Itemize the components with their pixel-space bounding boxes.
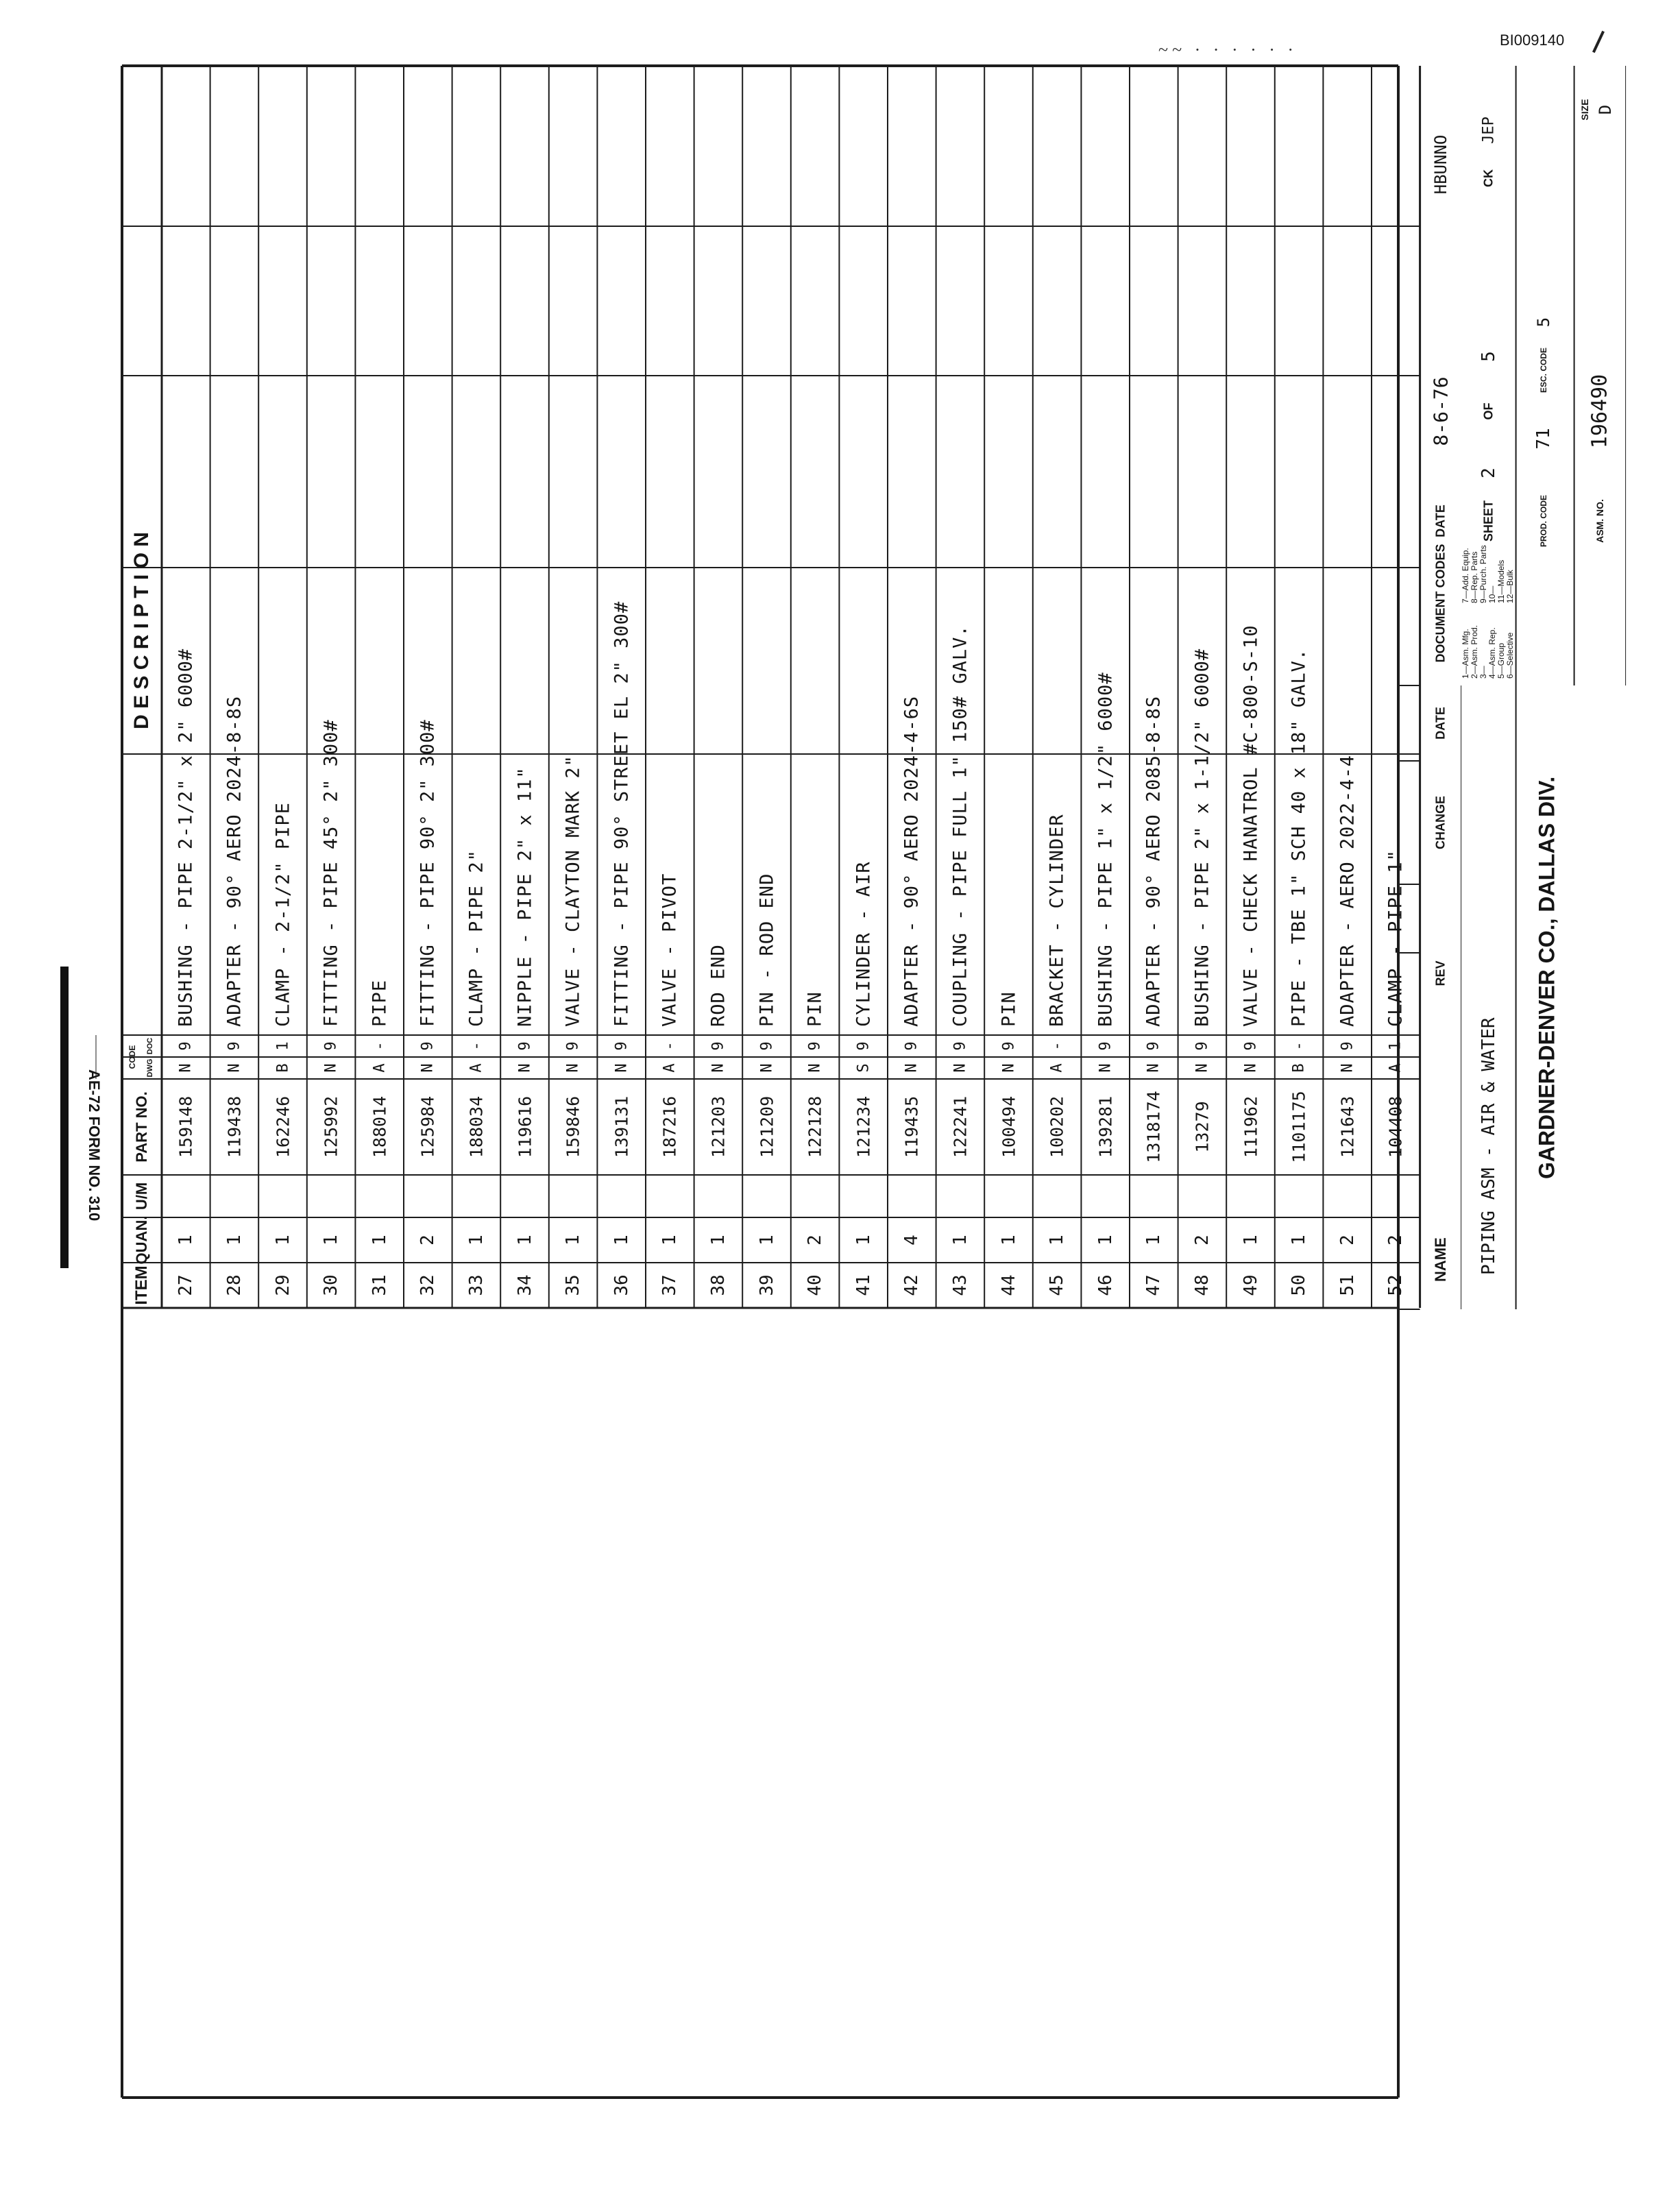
header-doc: DOC (146, 1037, 154, 1055)
row-description: FITTING - PIPE 45° 2" 300# (320, 719, 342, 1027)
doc-code-entry: 9—Purch. Parts (1478, 545, 1488, 603)
row-item: 44 (998, 1274, 1019, 1296)
row-item: 48 (1191, 1274, 1213, 1296)
row-quan: 1 (756, 1235, 777, 1246)
row-doc-code: 9 (758, 1041, 775, 1051)
row-doc-code: 9 (806, 1041, 824, 1051)
row-item: 33 (465, 1274, 487, 1296)
row-description: ADAPTER - 90° AERO 2024-4-6S (901, 695, 923, 1027)
row-part-no: 121203 (708, 1095, 729, 1158)
rev-label: REV (1433, 960, 1448, 986)
row-doc-code: 9 (226, 1041, 243, 1051)
row-doc-code: - (661, 1041, 679, 1051)
row-description: BUSHING - PIPE 2-1/2" x 2" 6000# (175, 648, 197, 1027)
header-um: U/M (133, 1182, 150, 1211)
row-dwg-code: N (1339, 1063, 1356, 1073)
row-item: 41 (853, 1274, 874, 1296)
row-doc-code: 9 (1145, 1041, 1162, 1051)
row-quan: 2 (1337, 1235, 1358, 1246)
row-dwg-code: N (564, 1063, 582, 1073)
row-description: BUSHING - PIPE 2" x 1-1/2" 6000# (1191, 648, 1213, 1027)
doc-code-entry: 10— (1487, 585, 1497, 603)
row-quan: 1 (659, 1235, 681, 1246)
sheet-value: 2 (1478, 467, 1499, 478)
row-quan: 2 (1385, 1235, 1407, 1246)
row-description: CYLINDER - AIR (853, 861, 875, 1027)
doc-code-entry: 3— (1478, 666, 1488, 679)
row-part-no: 122241 (950, 1095, 971, 1158)
doc-code-entry: 12—Bulk (1505, 570, 1515, 603)
header-quan: QUAN. (133, 1215, 150, 1265)
row-description: ROD END (707, 944, 729, 1027)
row-doc-code: - (371, 1041, 389, 1051)
row-item: 46 (1095, 1274, 1116, 1296)
size-label: SIZE (1579, 99, 1590, 121)
row-item: 39 (756, 1274, 777, 1296)
row-doc-code: 1 (1387, 1041, 1404, 1051)
row-item: 42 (901, 1274, 923, 1296)
row-part-no: 121234 (853, 1095, 874, 1158)
drawn-by: HBUNNO (1431, 134, 1450, 195)
row-part-no: 121209 (757, 1095, 777, 1158)
row-item: 51 (1337, 1274, 1358, 1296)
row-part-no: 188014 (369, 1095, 390, 1158)
row-part-no: 159846 (563, 1095, 583, 1158)
row-dwg-code: N (903, 1063, 921, 1073)
row-item: 40 (805, 1274, 826, 1296)
doc-code-entry: 11—Models (1496, 559, 1506, 603)
row-part-no: 104408 (1385, 1095, 1406, 1158)
row-dwg-code: N (951, 1063, 969, 1073)
row-dwg-code: B (1290, 1063, 1308, 1073)
row-description: COUPLING - PIPE FULL 1" 150# GALV. (949, 624, 971, 1027)
row-item: 52 (1385, 1274, 1407, 1296)
date-label: DATE (1433, 505, 1448, 537)
row-description: VALVE - CHECK HANATROL #C-800-S-10 (1240, 624, 1261, 1027)
row-item: 32 (417, 1274, 439, 1296)
row-dwg-code: A (1387, 1063, 1404, 1073)
row-quan: 1 (321, 1235, 342, 1246)
row-description: NIPPLE - PIPE 2" x 11" (514, 766, 535, 1027)
doc-codes-label: DOCUMENT CODES (1433, 544, 1448, 663)
row-part-no: 187216 (659, 1095, 680, 1158)
row-part-no: 111962 (1241, 1095, 1261, 1158)
row-part-no: 1318174 (1143, 1091, 1164, 1163)
of-value: 5 (1478, 351, 1499, 362)
row-quan: 1 (949, 1235, 971, 1246)
name-label: NAME (1431, 1237, 1449, 1282)
row-dwg-code: S (855, 1063, 873, 1073)
row-quan: 1 (1240, 1235, 1261, 1246)
row-dwg-code: N (1193, 1063, 1211, 1073)
row-dwg-code: A (467, 1063, 485, 1073)
row-item: 31 (369, 1274, 390, 1296)
row-quan: 1 (465, 1235, 487, 1246)
row-part-no: 100202 (1047, 1095, 1067, 1158)
row-description: PIN (804, 991, 826, 1027)
row-doc-code: - (1290, 1041, 1308, 1051)
row-doc-code: 9 (419, 1041, 437, 1051)
row-doc-code: 9 (516, 1041, 533, 1051)
row-description: CLAMP - 2-1/2" PIPE (272, 802, 293, 1027)
row-doc-code: 9 (177, 1041, 195, 1051)
row-quan: 1 (853, 1235, 874, 1246)
change-date-label: DATE (1433, 707, 1448, 740)
row-description: PIPE (369, 979, 391, 1027)
scan-scribble: ~~ · · · · · · (1158, 40, 1298, 60)
row-part-no: 125984 (417, 1095, 438, 1158)
row-item: 38 (707, 1274, 729, 1296)
row-description: CLAMP - PIPE 1" (1385, 849, 1407, 1027)
row-description: FITTING - PIPE 90° STREET EL 2" 300# (611, 600, 633, 1027)
row-quan: 1 (1143, 1235, 1165, 1246)
ck-value: JEP (1480, 117, 1498, 144)
doc-code-entry: 8—Rep. Parts (1469, 551, 1479, 603)
row-item: 36 (611, 1274, 632, 1296)
row-part-no: 122128 (805, 1095, 825, 1158)
doc-code-entry: 7—Add. Equip. (1460, 548, 1470, 603)
row-item: 43 (949, 1274, 971, 1296)
row-part-no: 13279 (1192, 1101, 1213, 1153)
row-doc-code: - (467, 1041, 485, 1051)
row-dwg-code: B (274, 1063, 291, 1073)
row-doc-code: 9 (1339, 1041, 1356, 1051)
row-item: 35 (563, 1274, 584, 1296)
row-item: 47 (1143, 1274, 1165, 1296)
row-doc-code: 1 (274, 1041, 291, 1051)
ck-label: CK (1481, 169, 1496, 187)
doc-code-entry: 1—Asm. Mfg. (1460, 629, 1470, 679)
of-label: OF (1481, 402, 1496, 420)
row-item: 37 (659, 1274, 681, 1296)
row-dwg-code: A (661, 1063, 679, 1073)
row-dwg-code: N (1242, 1063, 1259, 1073)
row-doc-code: 9 (951, 1041, 969, 1051)
row-doc-code: 9 (903, 1041, 921, 1051)
header-item: ITEM (132, 1265, 151, 1305)
row-description: FITTING - PIPE 90° 2" 300# (417, 719, 439, 1027)
row-dwg-code: N (419, 1063, 437, 1073)
row-dwg-code: N (806, 1063, 824, 1073)
company-name: GARDNER-DENVER CO., DALLAS DIV. (1534, 776, 1559, 1179)
row-doc-code: 9 (855, 1041, 873, 1051)
prod-code-value: 71 (1533, 428, 1554, 450)
header-dwg: DWG (146, 1058, 154, 1078)
row-part-no: 125992 (321, 1095, 341, 1158)
row-quan: 1 (707, 1235, 729, 1246)
row-item: 27 (175, 1274, 197, 1296)
row-description: BUSHING - PIPE 1" x 1/2" 6000# (1095, 672, 1117, 1027)
row-doc-code: 9 (613, 1041, 631, 1051)
row-description: PIN (998, 991, 1019, 1027)
row-quan: 1 (1047, 1235, 1068, 1246)
row-part-no: 139281 (1095, 1095, 1116, 1158)
row-dwg-code: N (177, 1063, 195, 1073)
row-part-no: 121643 (1337, 1095, 1358, 1158)
row-quan: 1 (998, 1235, 1019, 1246)
row-doc-code: 9 (1193, 1041, 1211, 1051)
row-quan: 2 (417, 1235, 439, 1246)
row-quan: 1 (369, 1235, 390, 1246)
header-code: CODE (127, 1045, 137, 1069)
asm-no-label: ASM. NO. (1594, 499, 1605, 543)
row-dwg-code: N (322, 1063, 340, 1073)
row-quan: 1 (563, 1235, 584, 1246)
row-doc-code: - (1048, 1041, 1066, 1051)
row-item: 34 (514, 1274, 535, 1296)
header-part-no: PART NO. (133, 1091, 150, 1163)
row-part-no: 139131 (611, 1095, 632, 1158)
row-quan: 1 (1289, 1235, 1310, 1246)
row-doc-code: 9 (322, 1041, 340, 1051)
esc-code-label: ESC. CODE (1538, 347, 1548, 393)
row-description: PIPE - TBE 1" SCH 40 x 18" GALV. (1288, 648, 1310, 1027)
row-doc-code: 9 (564, 1041, 582, 1051)
row-part-no: 162246 (273, 1095, 293, 1158)
esc-code-value: 5 (1533, 317, 1553, 328)
row-item: 45 (1047, 1274, 1068, 1296)
row-item: 30 (321, 1274, 342, 1296)
row-description: ADAPTER - AERO 2022-4-4 (1337, 755, 1359, 1027)
row-dwg-code: N (226, 1063, 243, 1073)
row-description: CLAMP - PIPE 2" (465, 849, 487, 1027)
row-part-no: 1101175 (1289, 1091, 1309, 1163)
row-dwg-code: A (1048, 1063, 1066, 1073)
row-description: VALVE - CLAYTON MARK 2" (562, 755, 584, 1027)
row-quan: 2 (1191, 1235, 1213, 1246)
row-description: VALVE - PIVOT (659, 873, 681, 1027)
row-dwg-code: N (709, 1063, 727, 1073)
row-doc-code: 9 (709, 1041, 727, 1051)
row-quan: 1 (223, 1235, 245, 1246)
doc-code-entry: 2—Asm. Prod. (1469, 624, 1479, 679)
row-quan: 2 (805, 1235, 826, 1246)
sheet-label: SHEET (1481, 500, 1496, 542)
doc-code-entry: 4—Asm. Rep. (1487, 627, 1497, 679)
row-description: ADAPTER - 90° AERO 2085-8-8S (1143, 695, 1165, 1027)
row-item: 49 (1240, 1274, 1261, 1296)
row-part-no: 100494 (999, 1095, 1019, 1158)
row-quan: 1 (175, 1235, 197, 1246)
size-value: D (1595, 104, 1615, 115)
row-dwg-code: N (1000, 1063, 1017, 1073)
assembly-name: PIPING ASM - AIR & WATER (1478, 1017, 1499, 1275)
row-quan: 1 (611, 1235, 632, 1246)
row-part-no: 119616 (515, 1095, 535, 1158)
doc-code-entry: 6—Selective (1505, 632, 1515, 679)
row-part-no: 119438 (224, 1095, 245, 1158)
row-quan: 1 (1095, 1235, 1116, 1246)
row-description: BRACKET - CYLINDER (1046, 814, 1068, 1027)
row-quan: 1 (514, 1235, 535, 1246)
row-dwg-code: N (613, 1063, 631, 1073)
row-item: 50 (1289, 1274, 1310, 1296)
row-dwg-code: N (758, 1063, 775, 1073)
row-part-no: 159148 (175, 1095, 196, 1158)
row-dwg-code: N (1145, 1063, 1162, 1073)
prod-code-label: PROD. CODE (1538, 494, 1548, 548)
row-quan: 1 (272, 1235, 293, 1246)
form-number: AE-72 FORM NO. 310 (86, 1069, 103, 1222)
row-part-no: 188034 (466, 1095, 487, 1158)
row-quan: 4 (901, 1235, 923, 1246)
row-dwg-code: N (1097, 1063, 1115, 1073)
header-description: D E S C R I P T I O N (130, 532, 153, 729)
row-part-no: 119435 (901, 1095, 922, 1158)
row-dwg-code: A (371, 1063, 389, 1073)
row-description: PIN - ROD END (756, 873, 777, 1027)
doc-code-entry: 5—Group (1496, 642, 1506, 679)
row-item: 29 (272, 1274, 293, 1296)
row-doc-code: 9 (1000, 1041, 1017, 1051)
row-item: 28 (223, 1274, 245, 1296)
asm-no-value: 196490 (1587, 374, 1612, 449)
row-doc-code: 9 (1097, 1041, 1115, 1051)
row-doc-code: 9 (1242, 1041, 1259, 1051)
scan-tag: BI009140 (1500, 32, 1565, 49)
date-value: 8-6-76 (1429, 376, 1452, 446)
row-description: ADAPTER - 90° AERO 2024-8-8S (223, 695, 245, 1027)
change-label: CHANGE (1433, 795, 1448, 850)
row-dwg-code: N (516, 1063, 533, 1073)
